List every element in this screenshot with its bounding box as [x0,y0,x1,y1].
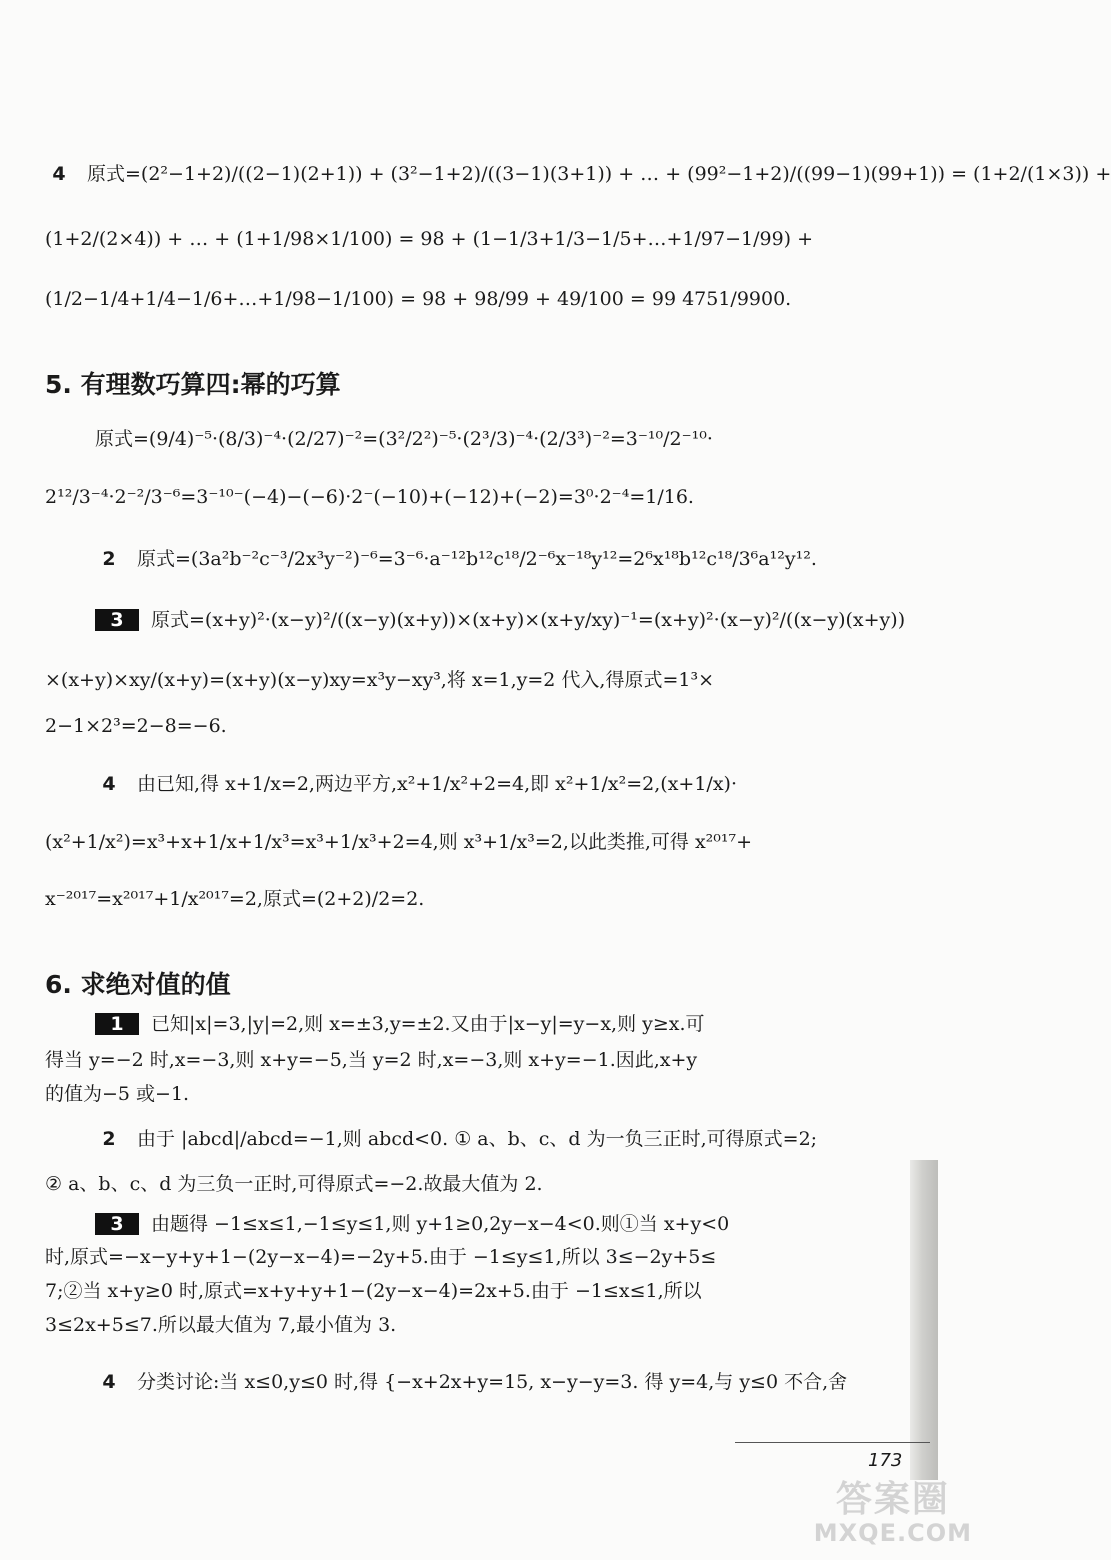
section-title-6: 6. 求绝对值的值 [45,970,231,999]
s5-p3-line-2: ×(x+y)×xy/(x+y)=(x+y)(x−y)xy=x³y−xy³,将 x=1,y=2 代入,得原式=1³× [45,669,715,691]
s6-p2-line-2: ② a、b、c、d 为三负一正时,可得原式=−2.故最大值为 2. [45,1173,543,1195]
s4-line-3: (1/2−1/4+1/4−1/6+…+1/98−1/100) = 98 + 98/99 + 49/100 = 99 4751/9900. [45,288,792,310]
watermark-top: 答案圈 [835,1479,950,1520]
watermark-bottom: MXQE.COM [813,1518,972,1547]
text: 原式=(x+y)²·(x−y)²/((x−y)(x+y))×(x+y)×(x+y/xy)⁻¹=(x+y)²·(x−y)²/((x−y)(x+y)) [151,609,906,631]
s5-p4-line-2: (x²+1/x²)=x³+x+1/x+1/x³=x³+1/x³+2=4,则 x³+1/x³=2,以此类推,可得 x²⁰¹⁷+ [45,831,753,853]
s4-line-1 [45,160,1111,188]
s5-p1-line-2: 2¹²/3⁻⁴·2⁻²/3⁻⁶=3⁻¹⁰⁻(−4)−(−6)·2⁻(−10)+(−12)+(−2)=3⁰·2⁻⁴=1/16. [45,486,694,508]
problem-number: 2 [102,548,116,570]
text: 已知|x|=3,|y|=2,则 x=±3,y=±2.又由于|x−y|=y−x,则 y≥x.可 [151,1013,705,1035]
s6-p1-line-3: 的值为−5 或−1. [45,1083,190,1105]
problem-number: 2 [102,1128,116,1150]
s5-p3-line-1 [95,606,906,634]
s5-p4-line-1 [95,770,840,798]
problem-number: 4 [102,1371,116,1393]
text: 原式=(3a²b⁻²c⁻³/2x³y⁻²)⁻⁶=3⁻⁶·a⁻¹²b¹²c¹⁸/2⁻⁶x⁻¹⁸y¹²=2⁶x¹⁸b¹²c¹⁸/3⁶a¹²y¹². [137,548,817,570]
s4-line-2: (1+2/(2×4)) + … + (1+1/98×1/100) = 98 + (1−1/3+1/3−1/5+…+1/97−1/99) + [45,228,814,250]
s6-p2-line-1 [95,1125,840,1153]
s6-p1-line-2: 得当 y=−2 时,x=−3,则 x+y=−5,当 y=2 时,x=−3,则 x+y=−1.因此,x+y [45,1049,698,1071]
text: 由已知,得 x+1/x=2,两边平方,x²+1/x²+2=4,即 x²+1/x²=2,(x+1/x)· [137,773,738,795]
text: 由题得 −1≤x≤1,−1≤y≤1,则 y+1≥0,2y−x−4<0.则①当 x+y<0 [151,1213,730,1235]
footer-rule [735,1442,930,1443]
s6-p1-line-1 [95,1010,840,1038]
problem-number-box: 3 [95,1213,139,1235]
watermark-logo [814,1480,972,1546]
s5-p4-line-3: x⁻²⁰¹⁷=x²⁰¹⁷+1/x²⁰¹⁷=2,原式=(2+2)/2=2. [45,888,425,910]
s5-p3-line-3: 2−1×2³=2−8=−6. [45,715,227,737]
s6-p3-line-1 [95,1210,840,1238]
problem-number: 4 [52,163,66,185]
problem-number-box: 1 [95,1013,139,1035]
page-edge-shading [910,1160,938,1480]
s5-p1-line-1: 原式=(9/4)⁻⁵·(8/3)⁻⁴·(2/27)⁻²=(3²/2²)⁻⁵·(2³/3)⁻⁴·(2/3³)⁻²=3⁻¹⁰/2⁻¹⁰· [95,428,713,450]
s6-p3-line-3: 7;②当 x+y≥0 时,原式=x+y+y+1−(2y−x−4)=2x+5.由于 −1≤x≤1,所以 [45,1280,702,1302]
s6-p3-line-2: 时,原式=−x−y+y+1−(2y−x−4)=−2y+5.由于 −1≤y≤1,所以 3≤−2y+5≤ [45,1246,717,1268]
text: 由于 |abcd|/abcd=−1,则 abcd<0. ① a、b、c、d 为一负三正时,可得原式=2; [137,1128,818,1150]
problem-number-box: 3 [95,609,139,631]
text: 原式=(2²−1+2)/((2−1)(2+1)) + (3²−1+2)/((3−1)(3+1)) + … + (99²−1+2)/((99−1)(99+1)) = (1+2/(1×3)) + [87,163,1111,185]
s6-p4-line-1 [95,1368,848,1396]
text: 分类讨论:当 x≤0,y≤0 时,得 {−x+2x+y=15, x−y−y=3. 得 y=4,与 y≤0 不合,舍 [137,1371,848,1393]
s5-p2-line-1 [95,545,840,573]
s6-p3-line-4: 3≤2x+5≤7.所以最大值为 7,最小值为 3. [45,1314,397,1336]
page-number: 173 [868,1450,903,1471]
section-title-5: 5. 有理数巧算四:幂的巧算 [45,370,341,399]
problem-number: 4 [102,773,116,795]
